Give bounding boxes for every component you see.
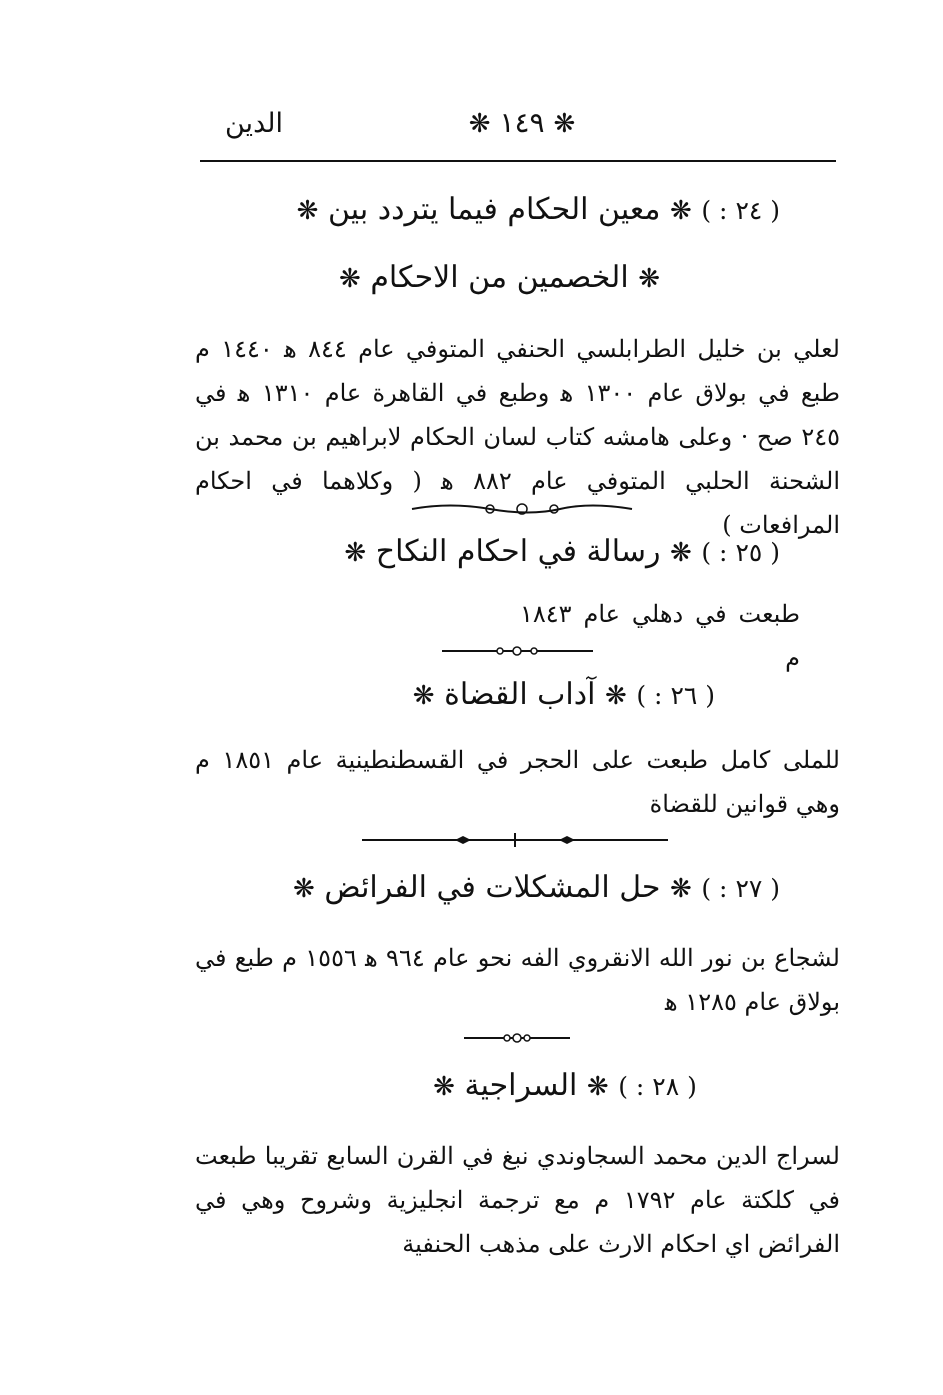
entry-number: ( ٢٦ : ) [636, 681, 715, 710]
ornament-icon: ❋ [296, 196, 319, 226]
entry-number: ( ٢٧ : ) [701, 874, 780, 903]
entry-28-heading [430, 1064, 700, 1109]
ornament-icon: ❋ [638, 264, 660, 294]
entry-27-body: لشجاع بن نور الله الانقروي الفه نحو عام ٩٦٤ ﻫ ١٥٥٦ م طبع في بولاق عام ١٢٨٥ ﻫ [195, 944, 840, 1016]
entry-26-heading [412, 673, 715, 718]
section-divider [462, 1029, 572, 1047]
running-title: الدين [225, 108, 283, 139]
ornament-icon: ❋ [670, 874, 692, 904]
ornament-icon: ❋ [292, 874, 315, 904]
page-number-block [452, 106, 592, 139]
entry-number: ( ٢٥ : ) [701, 538, 780, 567]
entry-24-heading [296, 188, 780, 233]
ornament-icon: ❋ [338, 264, 361, 294]
ornament-icon: ❋ [670, 538, 692, 568]
ornament-icon: ❋ [553, 109, 576, 139]
ornament-icon: ❋ [344, 538, 367, 568]
entry-title: الخصمين من الاحكام [370, 260, 629, 295]
entry-25-heading [344, 530, 780, 575]
entry-title: السراجية [464, 1068, 578, 1103]
entry-title: معين الحكام فيما يتردد بين [327, 192, 661, 227]
entry-24-body: لعلي بن خليل الطرابلسي الحنفي المتوفي عام ٨٤٤ ﻫ ١٤٤٠ م طبع في بولاق عام ١٣٠٠ ﻫ وطبع في القاهرة عام ١٣١٠ ﻫ في ٢٤٥ صح · وعلى هامشه كتاب لسان الحكام لابراهيم بن محمد بن الشحنة الحلبي المتوفي عام ٨٨٢ ﻫ ( وكلاهما في احكام المرافعات ) [195, 335, 841, 539]
header-rule [200, 160, 836, 162]
entry-25-body: طبعت في دهلي عام ١٨٤٣ م [520, 600, 800, 672]
entry-title: حل المشكلات في الفرائض [324, 870, 661, 905]
entry-title: آداب القضاة [444, 677, 596, 712]
page-number: ١٤٩ [499, 106, 545, 139]
entry-number: ( ٢٨ : ) [618, 1072, 697, 1101]
section-divider [440, 642, 595, 660]
section-divider [410, 500, 635, 518]
entry-24-heading-line2 [338, 256, 660, 301]
ornament-icon: ❋ [670, 196, 692, 226]
ornament-icon: ❋ [605, 681, 627, 711]
entry-28-body: لسراج الدين محمد السجاوندي نبغ في القرن السابع تقريبا طبعت في كلكتة عام ١٧٩٢ م مع ترجمة انجليزية وشروح وهي في الفرائض اي احكام الارث على مذهب الحنفية [195, 1142, 840, 1258]
ornament-icon: ❋ [412, 681, 435, 711]
entry-title: رسالة في احكام النكاح [375, 534, 661, 569]
ornament-icon: ❋ [468, 109, 491, 139]
ornament-icon: ❋ [433, 1072, 455, 1102]
ornament-icon: ❋ [586, 1072, 609, 1102]
entry-26-body: للملى كامل طبعت على الحجر في القسطنطينية عام ١٨٥١ م وهي قوانين للقضاة [195, 746, 840, 818]
section-divider [360, 831, 670, 849]
entry-number: ( ٢٤ : ) [701, 196, 780, 225]
entry-27-heading [292, 866, 780, 911]
